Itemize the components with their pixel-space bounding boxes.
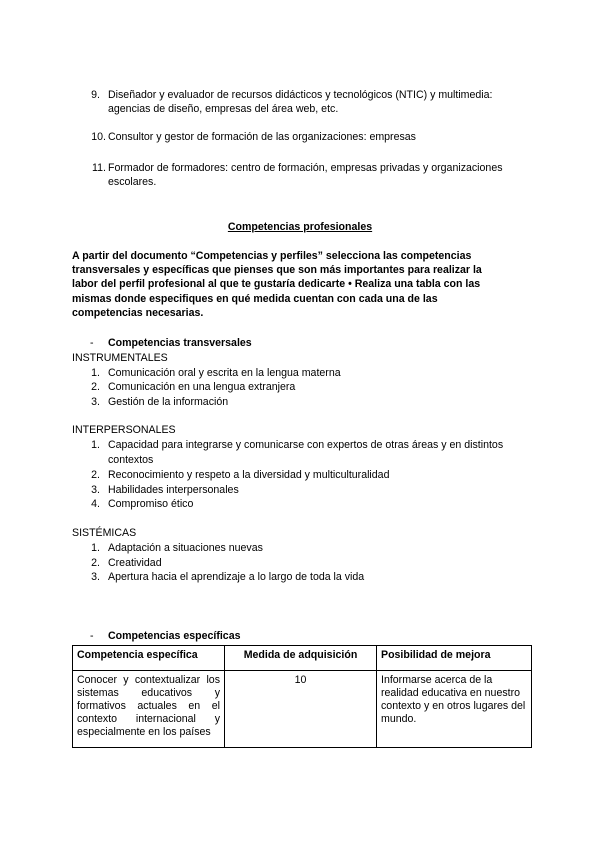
subsection-title: Competencias transversales [108, 337, 252, 349]
list-item-text: Apertura hacia el aprendizaje a lo largo de toda la vida [108, 571, 365, 583]
section-heading: Competencias profesionales [227, 221, 373, 233]
list-item-text: Habilidades interpersonales [108, 484, 239, 496]
list-item-text: Diseñador y evaluador de recursos didácticos y tecnológicos (NTIC) y multimedia: [108, 89, 493, 101]
list-number: 1. [91, 367, 100, 379]
list-number: 3. [91, 571, 100, 583]
list-number: 1. [91, 439, 100, 451]
instruction-line: transversales y específicas que pienses que son más importantes para realizar la [72, 264, 482, 276]
list-number: 2. [91, 557, 100, 569]
category-label: INTERPERSONALES [72, 424, 176, 436]
list-number: 3. [91, 396, 100, 408]
list-number: 2. [91, 469, 100, 481]
list-item-text: Formador de formadores: centro de formación, empresas privadas y organizaciones [108, 162, 503, 174]
table-cell-mejora: Informarse acerca de la realidad educativa en nuestro contexto y en otros lugares del mundo. [377, 671, 532, 748]
list-number: 2. [91, 381, 100, 393]
list-number: 1. [91, 542, 100, 554]
category-label: INSTRUMENTALES [72, 352, 168, 364]
list-item-text: Comunicación en una lengua extranjera [108, 381, 296, 393]
competencias-table [72, 645, 532, 748]
list-item-text: Consultor y gestor de formación de las organizaciones: empresas [108, 131, 416, 143]
table-header-cell: Competencia específica [73, 646, 225, 671]
bullet-dash: - [90, 337, 94, 349]
list-item-text: Gestión de la información [108, 396, 229, 408]
list-item-text: agencias de diseño, empresas del área web, etc. [108, 103, 339, 115]
category-label: SISTÉMICAS [72, 527, 137, 539]
table-header-cell: Posibilidad de mejora [377, 646, 532, 671]
table-cell-competencia: Conocer y contextualizar los sistemas educativos y formativos actuales en el contexto internacional y especialmente en los países [73, 671, 225, 748]
list-item-text: contextos [108, 454, 154, 466]
list-number: 3. [91, 484, 100, 496]
bullet-dash: - [90, 630, 94, 642]
list-item-text: Reconocimiento y respeto a la diversidad y multiculturalidad [108, 469, 390, 481]
list-item-text: Compromiso ético [108, 498, 194, 510]
instruction-line: labor del perfil profesional al que te gustaría dedicarte • Realiza una tabla con las [72, 278, 481, 290]
list-number: 4. [91, 498, 100, 510]
table-row [73, 671, 532, 748]
list-item-text: escolares. [108, 176, 157, 188]
instruction-line: mismas donde especifiques en qué medida cuentan con cada una de las [72, 293, 438, 305]
list-item-text: Capacidad para integrarse y comunicarse con expertos de otras áreas y en distintos [108, 439, 504, 451]
table-header-cell: Medida de adquisición [225, 646, 377, 671]
table-cell-medida: 10 [225, 671, 377, 748]
list-item-text: Adaptación a situaciones nuevas [108, 542, 263, 554]
instruction-line: A partir del documento “Competencias y perfiles” selecciona las competencias [72, 250, 472, 262]
subsection-title: Competencias específicas [108, 630, 241, 642]
instruction-line: competencias necesarias. [72, 307, 204, 319]
list-item-text: Comunicación oral y escrita en la lengua materna [108, 367, 341, 379]
list-number: 10. [91, 131, 106, 143]
list-item-text: Creatividad [108, 557, 162, 569]
list-number: 9. [91, 89, 100, 101]
list-number: 11. [92, 162, 106, 174]
table-header-row [73, 646, 532, 671]
